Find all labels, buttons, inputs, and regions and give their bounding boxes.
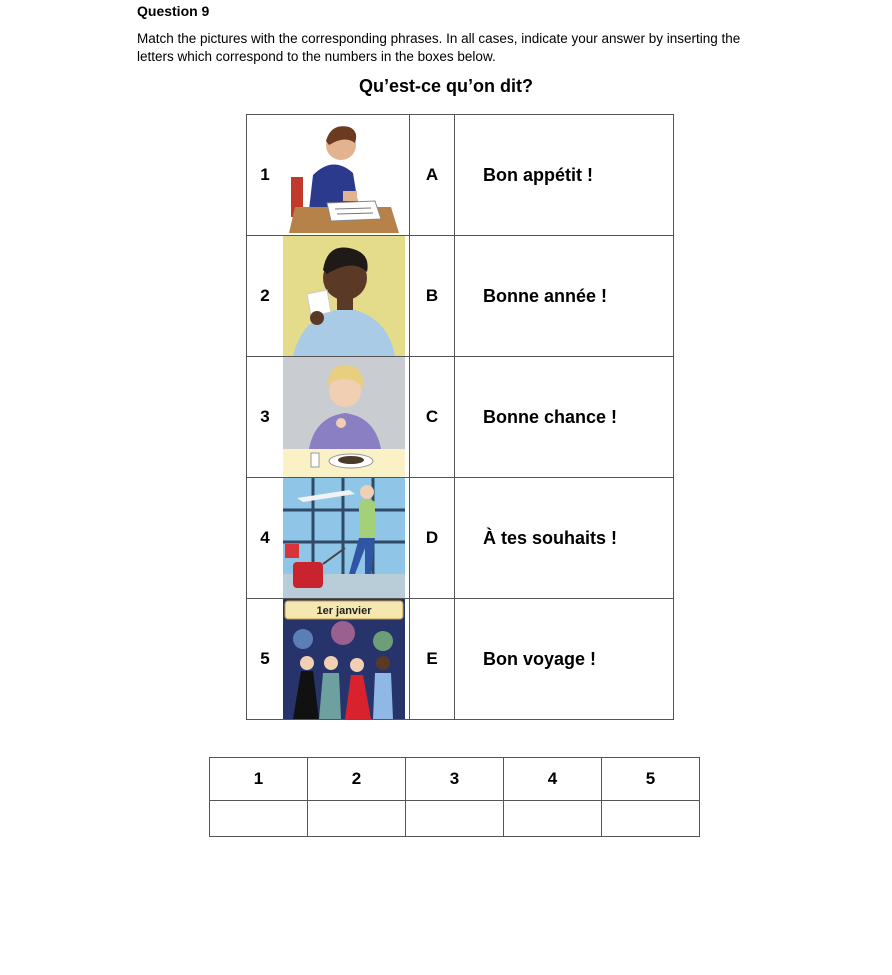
question-heading: Qu’est-ce qu’on dit? — [359, 76, 533, 96]
picture-number: 4 — [247, 478, 284, 599]
airport-traveller-picture — [283, 478, 405, 598]
woman-eating-picture — [283, 357, 405, 477]
answer-table — [209, 757, 700, 837]
answer-box[interactable] — [504, 801, 602, 837]
question-title: Question 9 — [137, 3, 210, 19]
answer-column-header: 1 — [210, 758, 308, 801]
picture-number: 3 — [247, 357, 284, 478]
matching-table — [246, 114, 674, 720]
answer-column-header: 4 — [504, 758, 602, 801]
matching-row — [247, 478, 674, 599]
phrase-text: Bon appétit ! — [455, 115, 674, 236]
answer-column-header: 5 — [602, 758, 700, 801]
phrase-text: Bonne année ! — [455, 236, 674, 357]
answer-box[interactable] — [210, 801, 308, 837]
man-sneezing-picture — [283, 236, 405, 356]
answer-box[interactable] — [308, 801, 406, 837]
phrase-text: Bon voyage ! — [455, 599, 674, 720]
phrase-letter: B — [410, 236, 455, 357]
phrase-letter: A — [410, 115, 455, 236]
answer-column-header: 3 — [406, 758, 504, 801]
answer-box[interactable] — [602, 801, 700, 837]
answer-column-header: 2 — [308, 758, 406, 801]
answer-box[interactable] — [406, 801, 504, 837]
matching-row — [247, 236, 674, 357]
matching-row — [247, 115, 674, 236]
phrase-letter: C — [410, 357, 455, 478]
answer-table-header-row — [210, 758, 700, 801]
matching-row — [247, 357, 674, 478]
student-writing-picture — [283, 115, 405, 235]
new-year-party-picture — [283, 599, 405, 719]
picture-number: 1 — [247, 115, 284, 236]
phrase-text: À tes souhaits ! — [455, 478, 674, 599]
phrase-text: Bonne chance ! — [455, 357, 674, 478]
matching-row — [247, 599, 674, 720]
picture-number: 2 — [247, 236, 284, 357]
picture-number: 5 — [247, 599, 284, 720]
banner-text: 1er janvier — [316, 605, 372, 617]
question-instructions: Match the pictures with the corresponding phrases. In all cases, indicate your answer by inserting the letters which correspond to the numbers in the boxes below. — [137, 31, 741, 64]
answer-input-row — [210, 801, 700, 837]
phrase-letter: E — [410, 599, 455, 720]
phrase-letter: D — [410, 478, 455, 599]
